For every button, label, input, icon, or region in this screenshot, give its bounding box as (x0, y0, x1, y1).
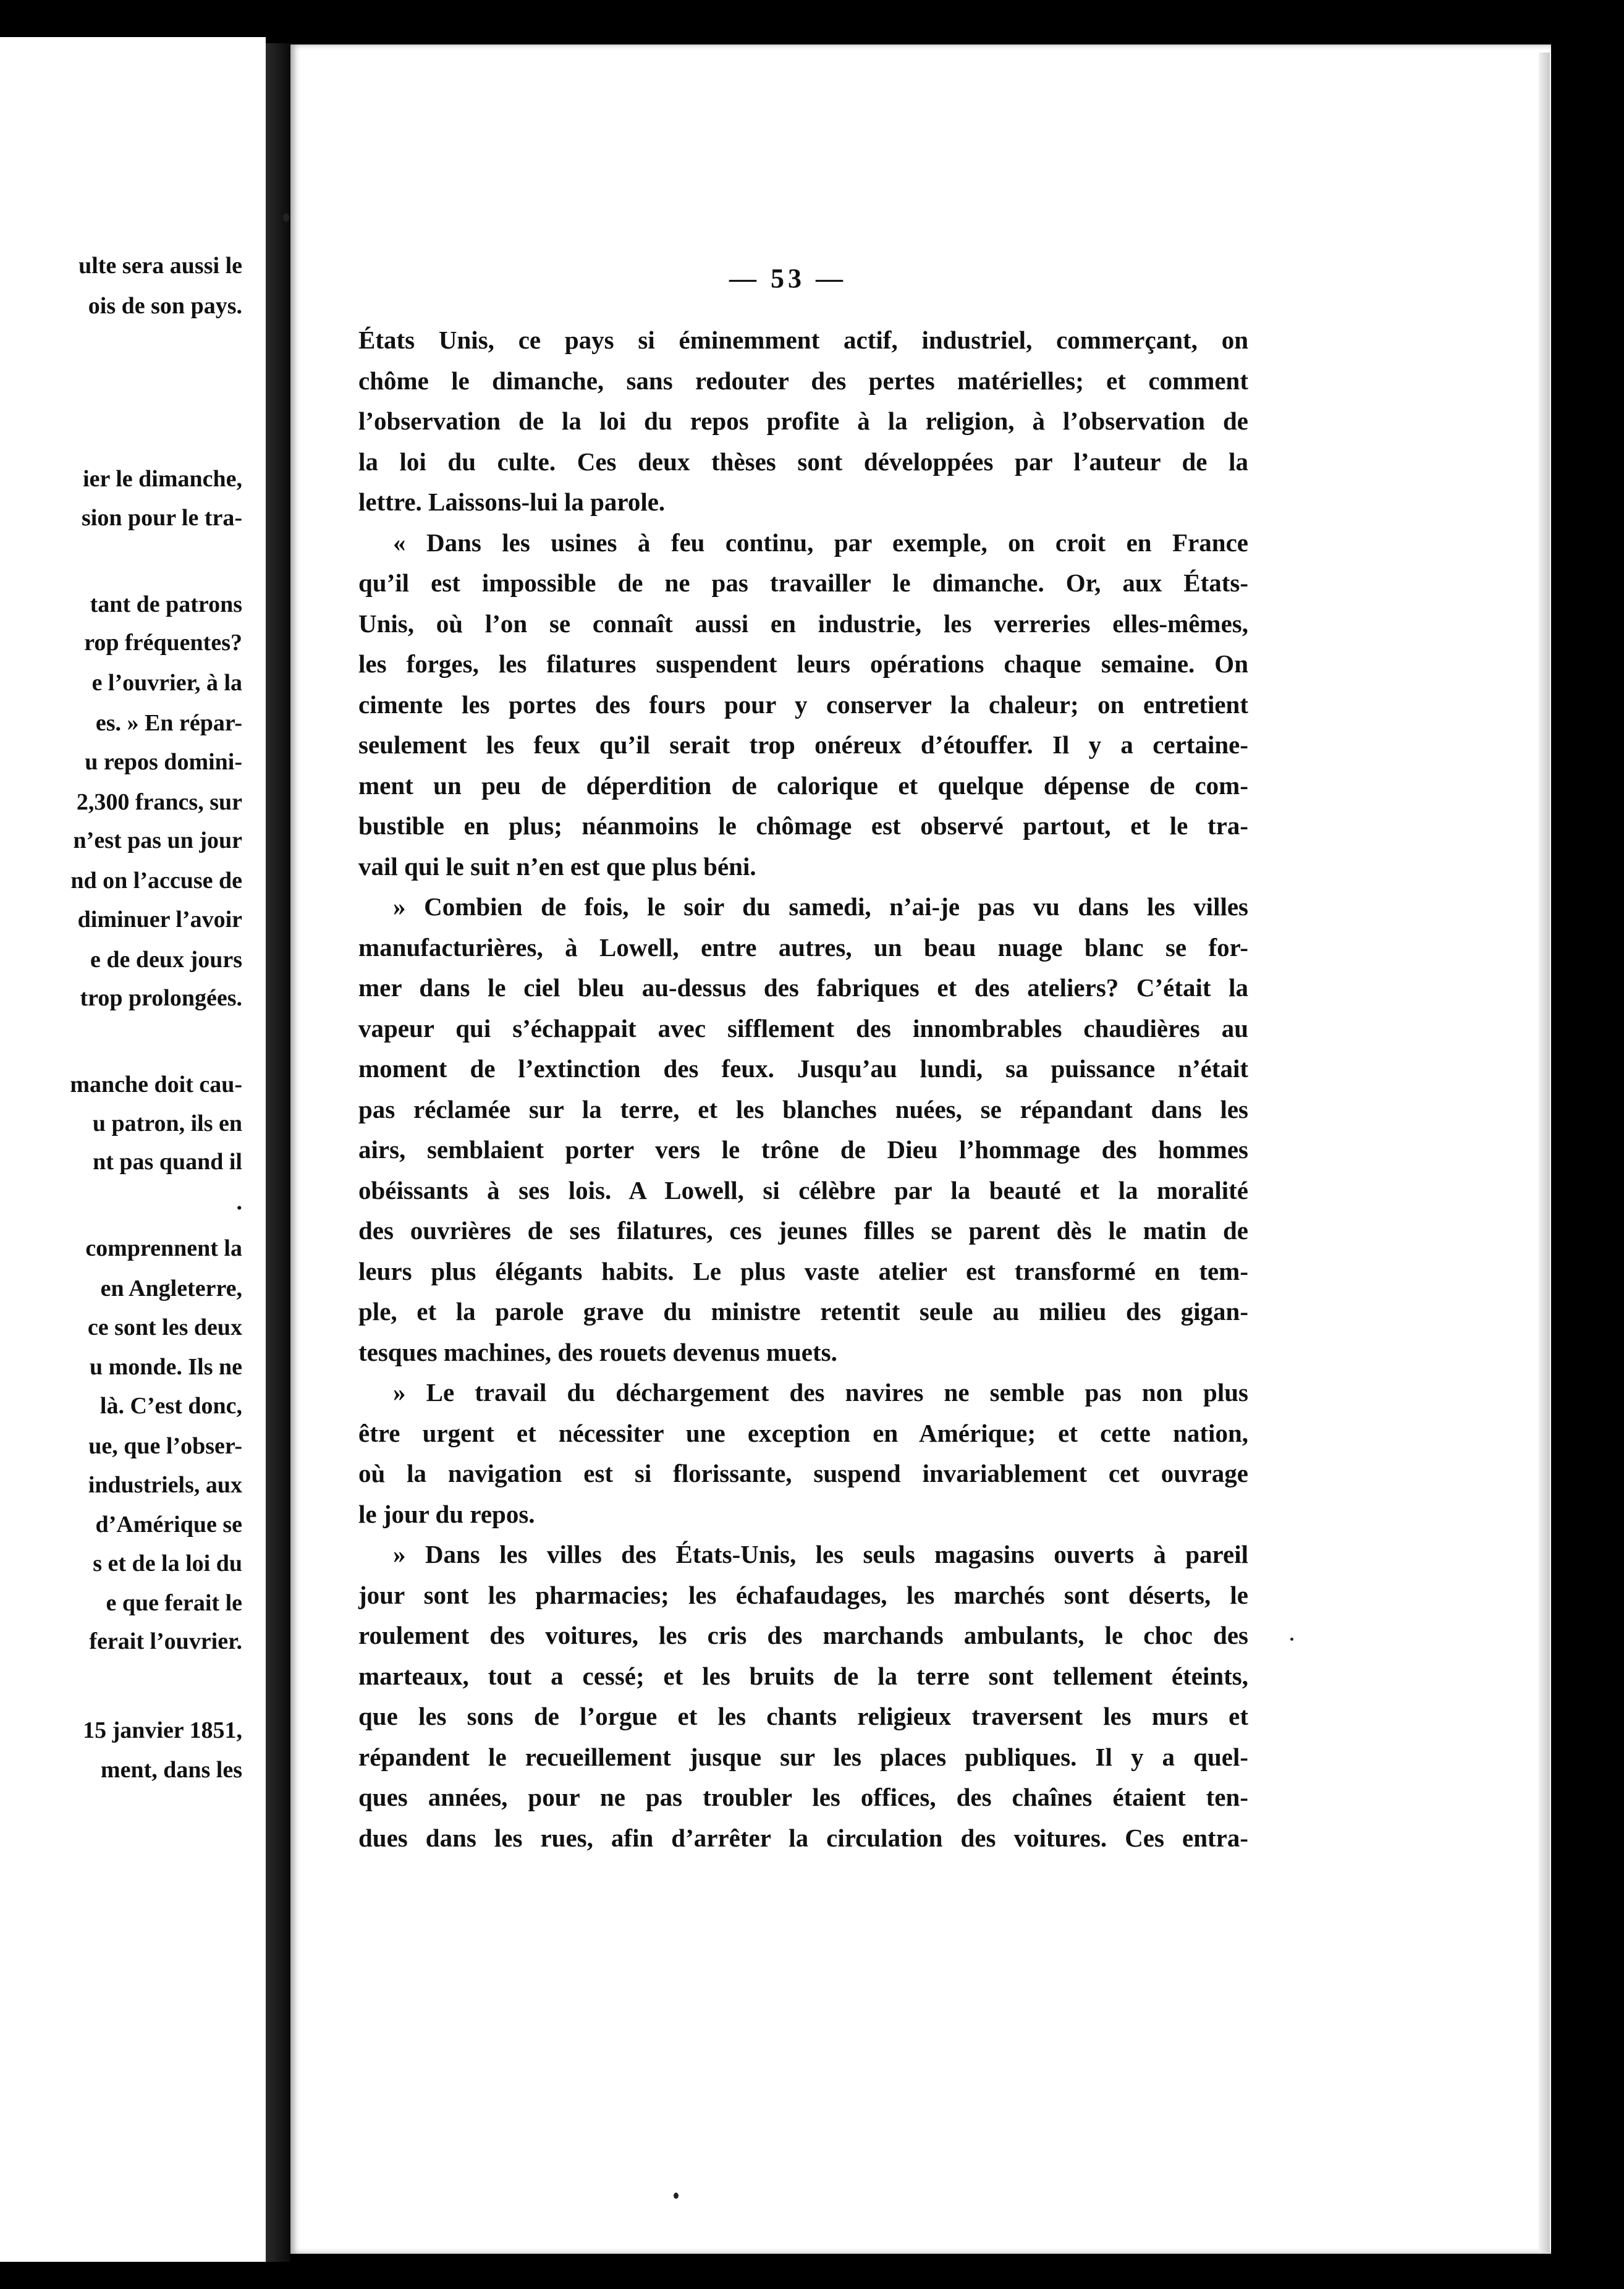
text-line: roulement des voitures, les cris des marchands ambulants, le choc des (358, 1621, 1248, 1649)
left-page-line: ment, dans les (100, 1757, 242, 1783)
text-line: répandent le recueillement jusque sur les places publiques. Il y a quel- (358, 1742, 1248, 1771)
text-line: la loi du culte. Ces deux thèses sont développées par l’auteur de la (358, 447, 1248, 476)
text-line: ple, et la parole grave du ministre retentit seule au milieu des gigan- (358, 1297, 1248, 1326)
page-edge (1539, 53, 1550, 2253)
left-page-line: ferait l’ouvrier. (89, 1628, 242, 1654)
left-page-line: trop prolongées. (80, 985, 242, 1011)
left-page-line: comprennent la (85, 1235, 242, 1261)
left-page-line: e de deux jours (90, 947, 242, 973)
ink-speck (283, 213, 289, 222)
text-line: qu’il est impossible de ne pas travailler le dimanche. Or, aux États- (358, 569, 1248, 597)
text-line: vail qui le suit n’en est que plus béni. (358, 852, 756, 881)
left-page-line: ois de son pays. (88, 293, 242, 319)
left-page-line: n’est pas un jour (73, 827, 242, 853)
left-page-line: sion pour le tra- (81, 505, 242, 531)
ink-speck (674, 2193, 679, 2199)
text-line: dues dans les rues, afin d’arrêter la circulation des voitures. Ces entra- (358, 1823, 1248, 1852)
left-page-line: u patron, ils en (92, 1111, 242, 1136)
text-line: tesques machines, des rouets devenus muets. (358, 1337, 837, 1366)
left-page-line: ue, que l’obser- (88, 1433, 242, 1459)
left-page-line: manche doit cau- (70, 1072, 242, 1098)
left-page-line: ier le dimanche, (83, 466, 242, 492)
left-page-line: d’Amérique se (95, 1512, 242, 1538)
text-line: le jour du repos. (358, 1499, 535, 1528)
text-line: mer dans le ciel bleu au-dessus des fabriques et des ateliers? C’était la (358, 973, 1248, 1002)
left-page-line: rop fréquentes? (84, 630, 242, 656)
text-line: » Dans les villes des États-Unis, les seuls magasins ouverts à pareil (393, 1540, 1248, 1568)
text-line: moment de l’extinction des feux. Jusqu’au lundi, sa puissance n’était (358, 1054, 1248, 1083)
left-page-line: . (236, 1189, 242, 1215)
text-line: où la navigation est si florissante, suspend invariablement cet ouvrage (358, 1459, 1248, 1487)
text-line: marteaux, tout a cessé; et les bruits de la terre sont tellement éteints, (358, 1661, 1248, 1690)
left-page-line: ulte sera aussi le (78, 253, 242, 279)
text-line: » Combien de fois, le soir du samedi, n’ai-je pas vu dans les villes (393, 892, 1248, 921)
text-line: cimente les portes des fours pour y conserver la chaleur; on entretient (358, 690, 1248, 719)
text-line: vapeur qui s’échappait avec sifflement des innombrables chaudières au (358, 1013, 1248, 1043)
text-line: manufacturières, à Lowell, entre autres, un beau nuage blanc se for- (358, 933, 1248, 962)
left-page-line: u monde. Ils ne (89, 1354, 242, 1380)
text-line: seulement les feux qu’il serait trop onéreux d’étouffer. Il y a certaine- (358, 730, 1248, 759)
text-line: que les sons de l’orgue et les chants religieux traversent les murs et (358, 1702, 1248, 1730)
left-page-line: ce sont les deux (87, 1314, 242, 1340)
text-line: l’observation de la loi du repos profite à la religion, à l’observation de (358, 407, 1248, 435)
left-page-line: tant de patrons (90, 591, 242, 617)
left-page-line: es. » En répar- (95, 710, 242, 736)
left-page-line: industriels, aux (88, 1472, 242, 1498)
text-line: chôme le dimanche, sans redouter des pertes matérielles; et comment (358, 366, 1248, 395)
book-gutter (266, 43, 290, 2262)
text-line: ment un peu de déperdition de calorique et quelque dépense de com- (358, 771, 1248, 800)
left-page-line: e que ferait le (106, 1590, 242, 1616)
text-line: « Dans les usines à feu continu, par exemple, on croit en France (393, 528, 1248, 557)
left-page-line: 15 janvier 1851, (83, 1717, 242, 1743)
text-line: ques années, pour ne pas troubler les offices, des chaînes étaient ten- (358, 1783, 1248, 1811)
text-line: leurs plus élégants habits. Le plus vaste atelier est transformé en tem- (358, 1256, 1248, 1285)
text-line: être urgent et nécessiter une exception en Amérique; et cette nation, (358, 1418, 1248, 1447)
text-line: airs, semblaient porter vers le trône de Dieu l’hommage des hommes (358, 1135, 1248, 1164)
text-line: obéissants à ses lois. A Lowell, si célèbre par la beauté et la moralité (358, 1175, 1248, 1204)
left-page-line: u repos domini- (85, 749, 242, 775)
left-page-text (0, 37, 266, 2262)
text-line: les forges, les filatures suspendent leurs opérations chaque semaine. On (358, 649, 1248, 678)
left-page-fragment (0, 37, 266, 2262)
body-text (358, 320, 1248, 1858)
text-line: lettre. Laissons-lui la parole. (358, 488, 666, 516)
text-line: pas réclamée sur la terre, et les blanches nuées, se répandant dans les (358, 1094, 1248, 1123)
text-line: des ouvrières de ses filatures, ces jeunes filles se parent dès le matin de (358, 1216, 1248, 1245)
left-page-line: nd on l’accuse de (70, 868, 242, 894)
left-page-line: là. C’est donc, (99, 1393, 242, 1419)
left-page-line: s et de la loi du (93, 1551, 242, 1576)
text-line: jour sont les pharmacies; les échafaudages, les marchés sont déserts, le (358, 1580, 1248, 1609)
ink-speck (1290, 1638, 1293, 1641)
left-page-line: e l’ouvrier, à la (91, 670, 242, 696)
text-line: » Le travail du déchargement des navires ne semble pas non plus (393, 1378, 1248, 1407)
left-page-line: en Angleterre, (100, 1276, 242, 1301)
left-page-line: nt pas quand il (93, 1149, 242, 1175)
left-page-line: diminuer l’avoir (77, 907, 242, 933)
text-line: Unis, où l’on se connaît aussi en industrie, les verreries elles-mêmes, (358, 609, 1248, 638)
left-page-line: 2,300 francs, sur (76, 789, 242, 815)
text-line: États Unis, ce pays si éminemment actif, industriel, commerçant, on (358, 326, 1248, 354)
text-line: bustible en plus; néanmoins le chômage est observé partout, et le tra- (358, 811, 1248, 840)
page-number: — 53 — (729, 263, 847, 294)
